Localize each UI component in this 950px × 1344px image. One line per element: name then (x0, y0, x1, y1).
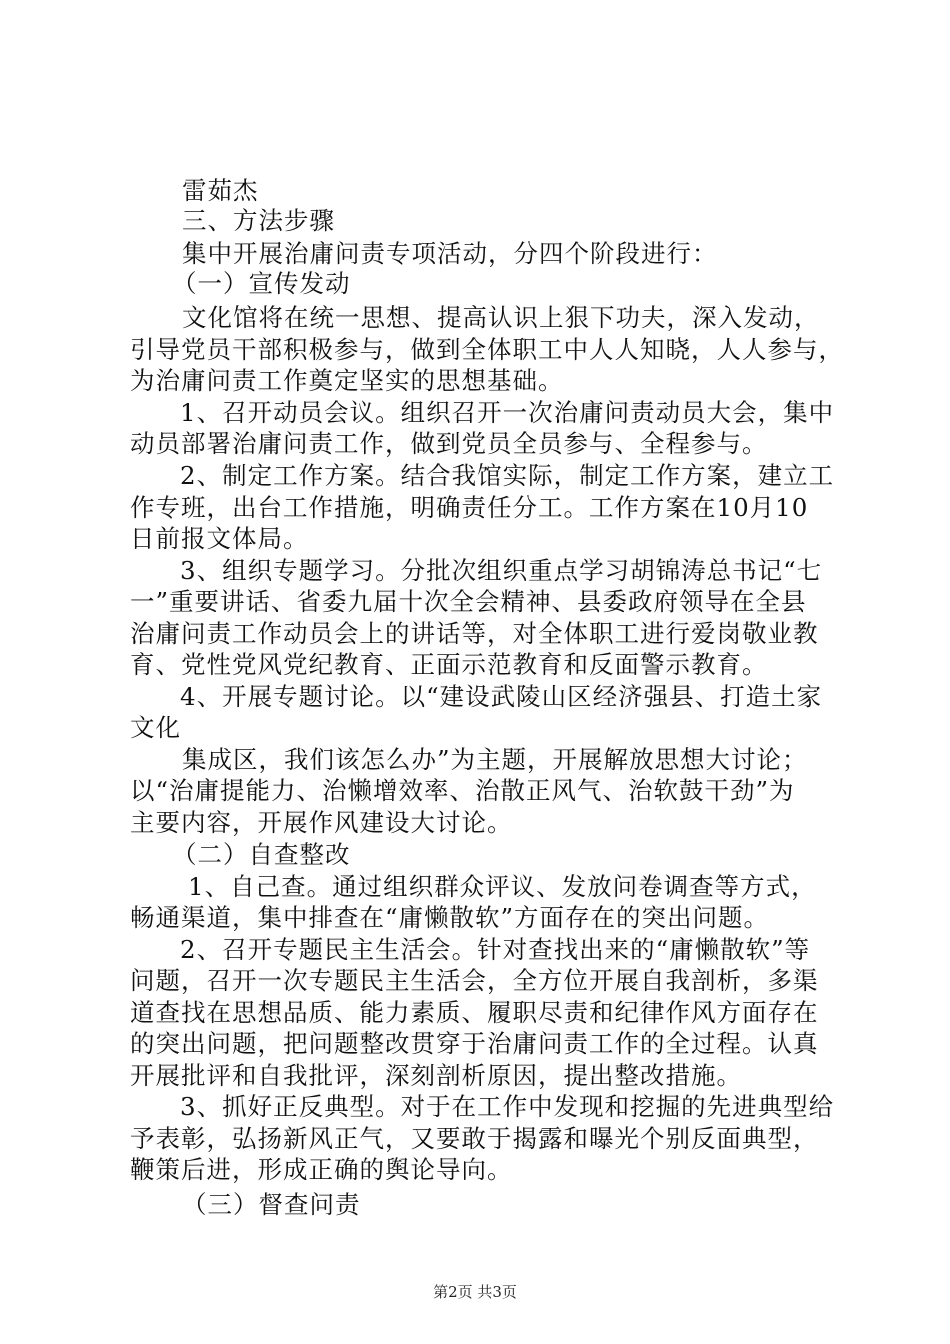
text-line: 作专班，出台工作措施，明确责任分工。工作方案在10月10 (130, 493, 809, 522)
text-line: 一”重要讲话、省委九届十次全会精神、县委政府领导在全县 (130, 587, 807, 616)
text-line: 予表彰，弘扬新风正气，又要敢于揭露和曝光个别反面典型， (130, 1124, 819, 1153)
text-line: 1、自己查。通过组织群众评议、发放问卷调查等方式， (188, 872, 817, 901)
text-line: 日前报文体局。 (130, 524, 309, 553)
text-line: 的突出问题，把问题整改贯穿于治庸问责工作的全过程。认真 (130, 1029, 819, 1058)
subsection-heading: （二）自查整改 (172, 840, 351, 869)
text-line: 3、抓好正反典型。对于在工作中发现和挖掘的先进典型给 (180, 1092, 835, 1121)
text-line: 雷茹杰 (182, 176, 259, 205)
text-line: 3、组织专题学习。分批次组织重点学习胡锦涛总书记“七 (180, 556, 823, 585)
text-line: 畅通渠道，集中排查在“庸懒散软”方面存在的突出问题。 (130, 903, 770, 932)
text-line: 集成区，我们该怎么办”为主题，开展解放思想大讨论； (182, 745, 808, 774)
text-line: 为治庸问责工作奠定坚实的思想基础。 (130, 366, 564, 395)
section-heading: 三、方法步骤 (182, 206, 335, 235)
subsection-heading: （三）督查问责 (182, 1190, 361, 1219)
text-line: 2、召开专题民主生活会。针对查找出来的“庸懒散软”等 (180, 935, 811, 964)
text-line: 2、制定工作方案。结合我馆实际，制定工作方案，建立工 (180, 461, 835, 490)
text-line: 鞭策后进，形成正确的舆论导向。 (130, 1155, 513, 1184)
text-line: 引导党员干部积极参与，做到全体职工中人人知晓，人人参与， (130, 335, 844, 364)
subsection-heading: （一）宣传发动 (172, 269, 351, 298)
text-line: 文化馆将在统一思想、提高认识上狠下功夫，深入发动， (182, 303, 820, 332)
text-line: 以“治庸提能力、治懒增效率、治散正风气、治软鼓干劲”为 (130, 776, 795, 805)
text-line: 1、召开动员会议。组织召开一次治庸问责动员大会，集中 (180, 398, 835, 427)
text-line: 问题，召开一次专题民主生活会，全方位开展自我剖析，多渠 (130, 966, 819, 995)
text-line: 育、党性党风党纪教育、正面示范教育和反面警示教育。 (130, 650, 768, 679)
page-footer: 第2页 共3页 (433, 1283, 517, 1301)
text-line: 开展批评和自我批评，深刻剖析原因，提出整改措施。 (130, 1061, 742, 1090)
text-line: 集中开展治庸问责专项活动，分四个阶段进行： (182, 239, 718, 268)
text-line: 道查找在思想品质、能力素质、履职尽责和纪律作风方面存在 (130, 998, 819, 1027)
text-line: 治庸问责工作动员会上的讲话等，对全体职工进行爱岗敬业教 (130, 619, 819, 648)
text-line: 文化 (130, 713, 181, 742)
text-line: 动员部署治庸问责工作，做到党员全员参与、全程参与。 (130, 429, 768, 458)
text-line: 主要内容，开展作风建设大讨论。 (130, 808, 513, 837)
text-line: 4、开展专题讨论。以“建设武陵山区经济强县、打造土家 (180, 682, 823, 711)
